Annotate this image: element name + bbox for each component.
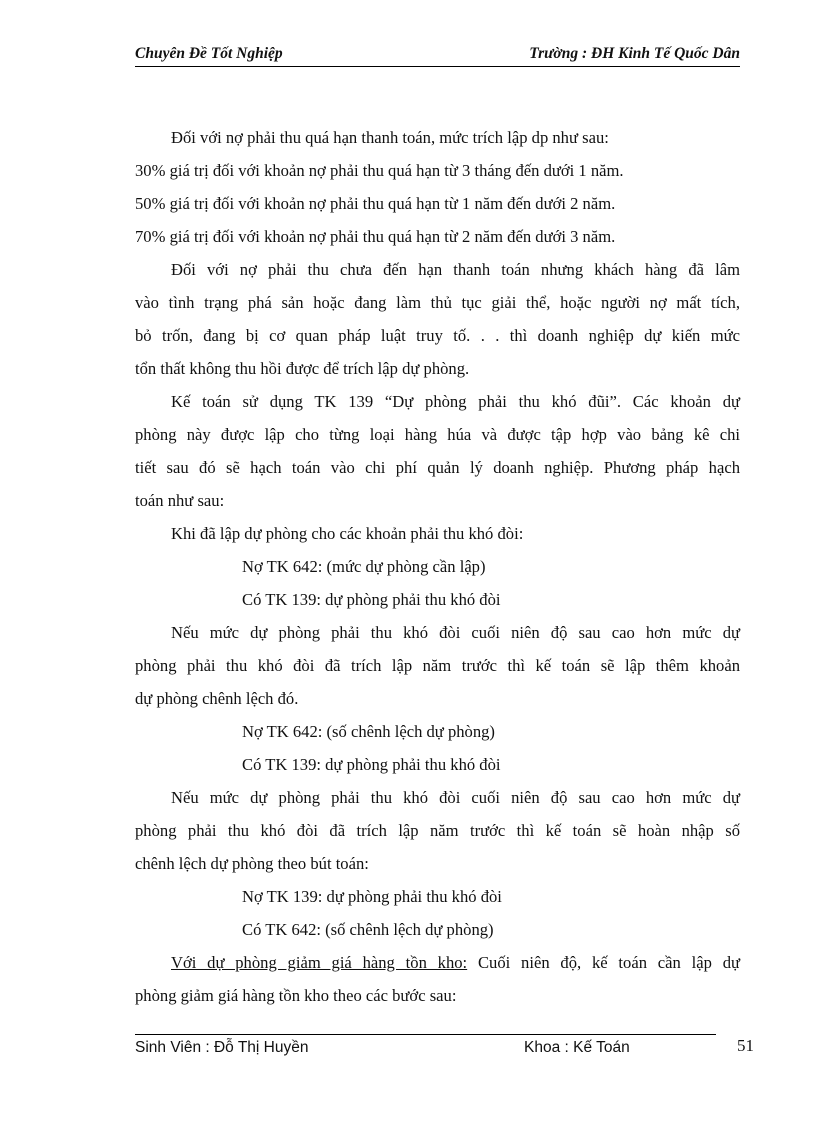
paragraph-line: tiết sau đó sẽ hạch toán vào chi phí quản lý doanh nghiệp. Phương pháp hạch <box>135 458 740 477</box>
paragraph-line: chênh lệch dự phòng theo bút toán: <box>135 854 369 873</box>
journal-entry-line: Nợ TK 139: dự phòng phải thu khó đòi <box>242 887 502 906</box>
paragraph-line: Nếu mức dự phòng phải thu khó đòi cuối niên độ sau cao hơn mức dự <box>171 788 740 807</box>
paragraph-line: Đối với nợ phải thu chưa đến hạn thanh toán nhưng khách hàng đã lâm <box>171 260 740 279</box>
header-university: Trường : ĐH Kinh Tế Quốc Dân <box>529 45 740 62</box>
paragraph-line: Nếu mức dự phòng phải thu khó đòi cuối niên độ sau cao hơn mức dự <box>171 623 740 642</box>
journal-entry-line: Nợ TK 642: (mức dự phòng cần lập) <box>242 557 486 576</box>
footer-rule <box>135 1034 716 1035</box>
footer-student: Sinh Viên : Đỗ Thị Huyền <box>135 1039 309 1056</box>
paragraph-line: tổn thất không thu hồi được để trích lập dự phòng. <box>135 359 470 378</box>
journal-entry-line: Có TK 642: (số chênh lệch dự phòng) <box>242 920 494 939</box>
paragraph-line: Đối với nợ phải thu quá hạn thanh toán, mức trích lập dp như sau: <box>171 128 609 147</box>
paragraph-line: phòng giảm giá hàng tồn kho theo các bước sau: <box>135 986 457 1005</box>
paragraph-line: bỏ trốn, đang bị cơ quan pháp luật truy tố. . . thì doanh nghiệp dự kiến mức <box>135 326 740 345</box>
paragraph-line: Khi đã lập dự phòng cho các khoản phải thu khó đòi: <box>171 524 524 543</box>
paragraph-line: 30% giá trị đối với khoản nợ phải thu quá hạn từ 3 tháng đến dưới 1 năm. <box>135 161 624 180</box>
page-header <box>135 44 740 67</box>
paragraph-line <box>171 953 740 973</box>
footer-faculty: Khoa : Kế Toán <box>524 1039 630 1056</box>
journal-entry-line: Có TK 139: dự phòng phải thu khó đòi <box>242 590 501 609</box>
section-heading-underlined: Với dự phòng giảm giá hàng tồn kho: <box>171 953 468 972</box>
journal-entry-line: Có TK 139: dự phòng phải thu khó đòi <box>242 755 501 774</box>
header-thesis-title: Chuyên Đề Tốt Nghiệp <box>135 45 283 62</box>
paragraph-line: vào tình trạng phá sản hoặc đang làm thủ tục giải thể, hoặc người nợ mất tích, <box>135 293 740 312</box>
paragraph-line: phòng phải thu khó đòi đã trích lập năm trước thì kế toán sẽ hoàn nhập số <box>135 821 740 840</box>
page-number: 51 <box>737 1036 754 1055</box>
paragraph-line: 70% giá trị đối với khoản nợ phải thu quá hạn từ 2 năm đến dưới 3 năm. <box>135 227 616 246</box>
paragraph-line: Kế toán sử dụng TK 139 “Dự phòng phải thu khó đũi”. Các khoản dự <box>171 392 740 411</box>
paragraph-line: phòng này được lập cho từng loại hàng húa và được tập hợp vào bảng kê chi <box>135 425 740 444</box>
paragraph-line: toán như sau: <box>135 491 225 510</box>
journal-entry-line: Nợ TK 642: (số chênh lệch dự phòng) <box>242 722 495 741</box>
paragraph-line: dự phòng chênh lệch đó. <box>135 689 299 708</box>
paragraph-text: Cuối niên độ, kế toán cần lập dự <box>467 953 740 972</box>
paragraph-line: 50% giá trị đối với khoản nợ phải thu quá hạn từ 1 năm đến dưới 2 năm. <box>135 194 616 213</box>
paragraph-line: phòng phải thu khó đòi đã trích lập năm trước thì kế toán sẽ lập thêm khoản <box>135 656 740 675</box>
